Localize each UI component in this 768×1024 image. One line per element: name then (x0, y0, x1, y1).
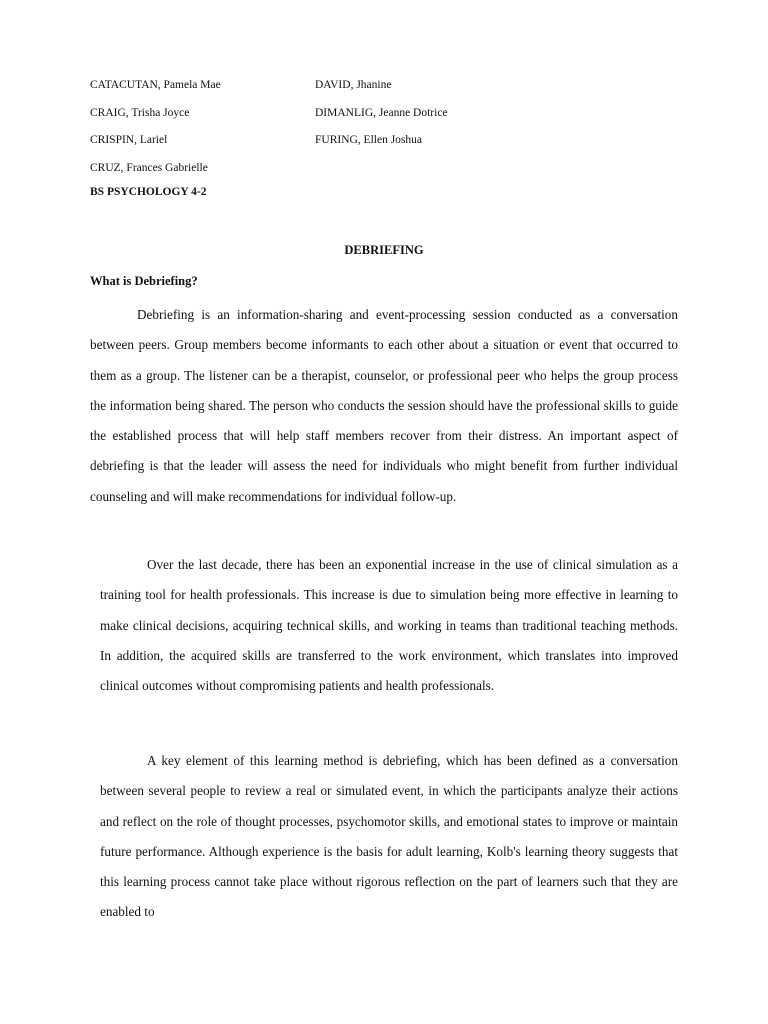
document-title: DEBRIEFING (344, 243, 424, 257)
body-paragraph: A key element of this learning method is debriefing, which has been defined as a conversation between several people to review a real or simulated event, in which the participants analyze their actions and reflect on the role of thought processes, psychomotor skills, and emotional states to improve or maintain future performance. Although experience is the basis for adult learning, Kolb's learning theory suggests that this learning process cannot take place without rigorous reflection on the part of learners such that they are enabled to (100, 753, 678, 920)
author-name: CRISPIN, Lariel (90, 134, 168, 146)
body-paragraph: Debriefing is an information-sharing and event-processing session conducted as a conversation between peers. Group members become informants to each other about a situation or event that occurred to them as a group. The listener can be a therapist, counselor, or professional peer who helps the group process the information being shared. The person who conducts the session should have the professional skills to guide the established process that will help staff members recover from their distress. An important aspect of debriefing is that the leader will assess the need for individuals who might benefit from further individual counseling and will make recommendations for individual follow-up. (90, 307, 678, 504)
author-name: DIMANLIG, Jeanne Dotrice (315, 106, 448, 119)
body-paragraph: Over the last decade, there has been an exponential increase in the use of clinical simulation as a training tool for health professionals. This increase is due to simulation being more effective in learning to make clinical decisions, acquiring technical skills, and working in teams than traditional teaching methods. In addition, the acquired skills are transferred to the work environment, which translates into improved clinical outcomes without compromising patients and health professionals. (100, 557, 678, 694)
author-column-left (90, 75, 221, 185)
section-label: BS PSYCHOLOGY 4-2 (90, 186, 207, 198)
author-column-right (315, 75, 448, 158)
section-heading: What is Debriefing? (90, 274, 198, 288)
author-name: CRAIG, Trisha Joyce (90, 106, 190, 119)
author-name: CRUZ, Frances Gabrielle (90, 161, 208, 174)
author-name: FURING, Ellen Joshua (315, 134, 423, 146)
author-name: CATACUTAN, Pamela Mae (90, 79, 221, 91)
author-name: DAVID, Jhanine (315, 79, 392, 91)
